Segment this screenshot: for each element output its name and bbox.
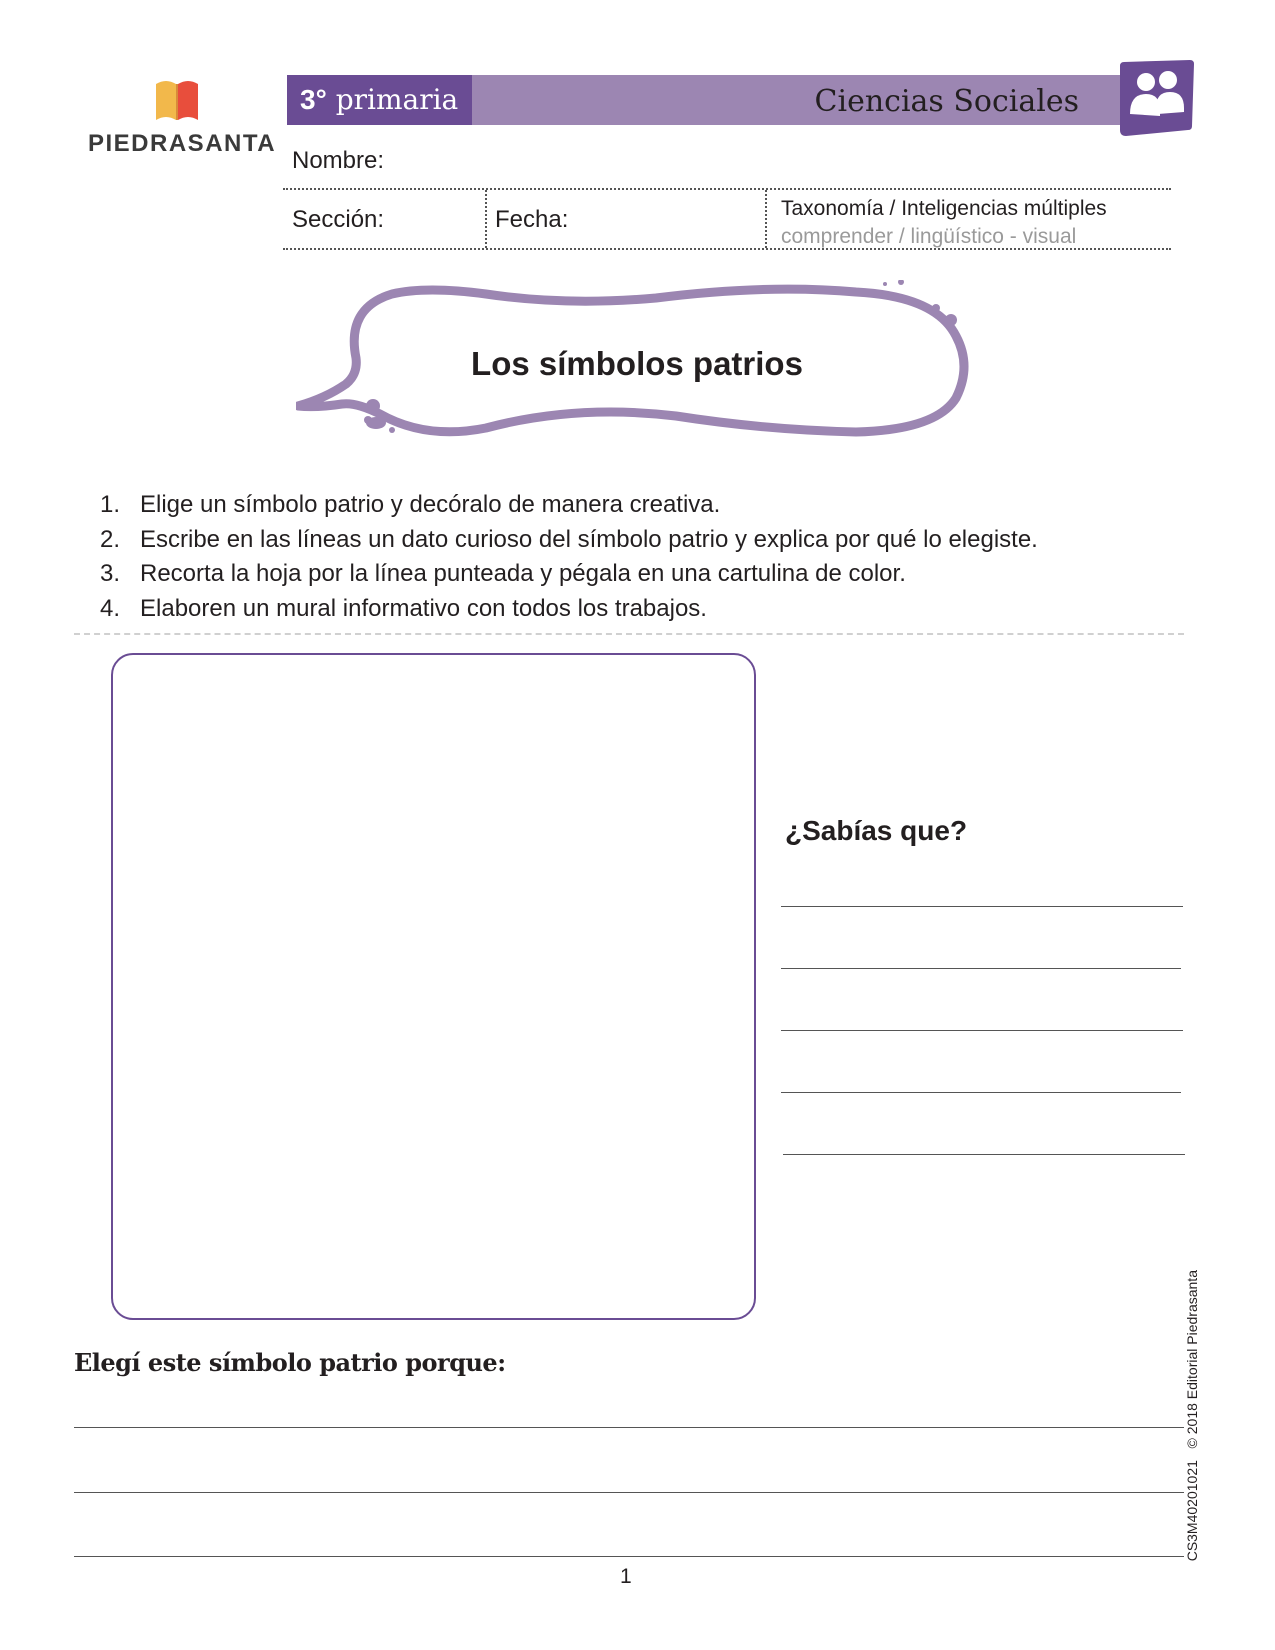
copyright: © 2018 Editorial Piedrasanta — [1184, 1270, 1200, 1449]
date-field[interactable] — [570, 196, 760, 240]
divider — [765, 190, 767, 248]
book-logo-icon — [154, 76, 200, 122]
product-code: CS3M40201021 — [1184, 1460, 1200, 1562]
instructions-list — [100, 488, 1150, 626]
worksheet-title: Los símbolos patrios — [471, 345, 803, 382]
writing-line[interactable] — [783, 1154, 1185, 1155]
instruction-item: 1. Elige un símbolo patrio y decóralo de manera creativa. — [100, 491, 721, 518]
section-field[interactable] — [380, 196, 480, 240]
grade-level: primaria — [335, 83, 459, 116]
did-you-know-title: ¿Sabías que? — [785, 815, 968, 846]
grade-badge — [287, 75, 472, 125]
section-label: Sección: — [292, 206, 385, 233]
name-label: Nombre: — [292, 147, 385, 174]
divider — [485, 190, 487, 248]
taxonomy-value: comprender / lingüístico - visual — [781, 225, 1077, 248]
reason-label: Elegí este símbolo patrio porque: — [74, 1348, 506, 1377]
writing-line[interactable] — [781, 1030, 1183, 1031]
document-code — [1184, 1270, 1200, 1600]
divider — [283, 188, 1171, 190]
drawing-area[interactable] — [111, 653, 756, 1320]
divider — [283, 248, 1171, 250]
taxonomy-title: Taxonomía / Inteligencias múltiples — [781, 197, 1107, 220]
writing-line[interactable] — [74, 1492, 1184, 1493]
writing-line[interactable] — [781, 968, 1181, 969]
writing-line[interactable] — [74, 1556, 1184, 1557]
piedrasanta-logo — [88, 72, 278, 162]
instruction-item: 3. Recorta la hoja por la línea punteada y pégala en una cartulina de color. — [100, 560, 906, 587]
page-number: 1 — [620, 1565, 632, 1588]
writing-line[interactable] — [781, 906, 1183, 907]
cut-line — [74, 633, 1184, 635]
people-icon — [1116, 58, 1196, 140]
name-field[interactable] — [390, 140, 1170, 184]
instruction-item: 2. Escribe en las líneas un dato curioso del símbolo patrio y explica por qué lo elegiste. — [100, 525, 1038, 553]
writing-line[interactable] — [74, 1427, 1184, 1428]
grade-number: 3° — [300, 84, 327, 115]
subject-title: Ciencias Sociales — [814, 84, 1079, 119]
writing-line[interactable] — [781, 1092, 1181, 1093]
instruction-item: 4. Elaboren un mural informativo con todos los trabajos. — [100, 594, 707, 622]
date-label: Fecha: — [495, 206, 569, 233]
brand-name: PIEDRASANTA — [88, 130, 277, 157]
